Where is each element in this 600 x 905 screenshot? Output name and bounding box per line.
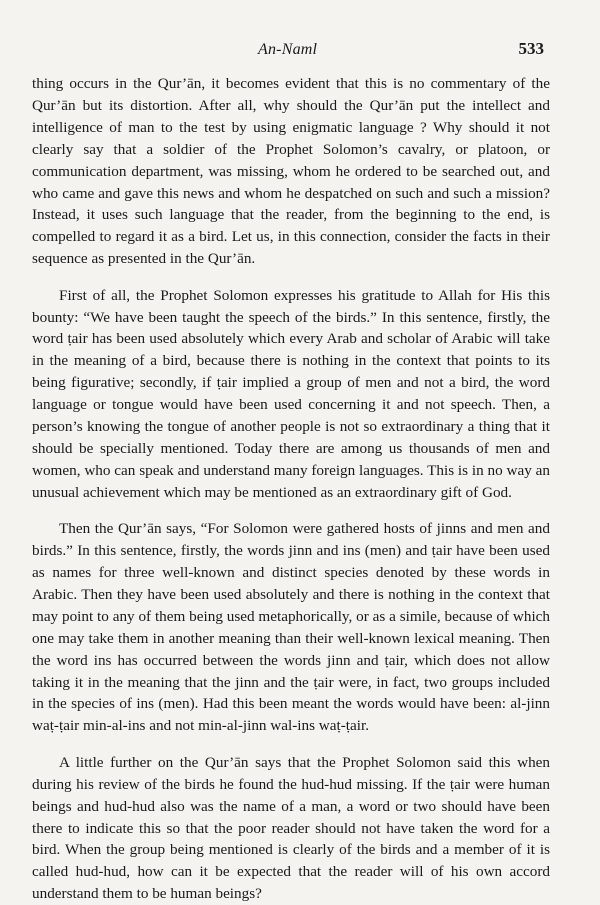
paragraph-3: Then the Qur’ān says, “For Solomon were gathered hosts of jinns and men and birds.” In this sentence, firstly, the words jinn and ins (men) and ṭair have been used as names for three well-known and distinct species denoted by these words in Arabic. Then they have been used absolutely and there is nothing in the context that may point to any of them being used metaphorically, or as a simile, because of which one may take them in another meaning than their well-known lexical meaning. Then the word ins has occurred between the words jinn and ṭair, which does not allow taking it in the meaning that the jinn and the ṭair were, in fact, two groups included in the species of ins (men). Had this been meant the words would have been: al-jinn waṭ-ṭair min-al-ins and not min-al-jinn wal-ins waṭ-ṭair. xyxy=(32,520,550,735)
paragraph-1: thing occurs in the Qur’ān, it becomes evident that this is no commentary of the Qur’ān but its distortion. After all, why should the Qur’ān put the intellect and intelligence of man to the test by using enigmatic language ? Why should it not clearly say that a soldier of the Prophet Solomon’s cavalry, or platoon, or communication department, was missing, whom he ordered to be searched out, and who came and gave this news and whom he despatched on such and such a mission? Instead, it uses such language that the reader, from the beginning to the end, is compelled to regard it as a bird. Let us, in this connection, consider the facts in their sequence as presented in the Qur’ān. xyxy=(32,75,550,268)
body-text xyxy=(32,73,550,905)
page-number: 533 xyxy=(518,39,544,58)
page-header xyxy=(0,37,600,61)
paragraph-2: First of all, the Prophet Solomon expresses his gratitude to Allah for His this bounty: “We have been taught the speech of the birds.” In this sentence, firstly, the word ṭair has been used absolutely which every Arab and scholar of Arabic will take in the meaning of a bird, because there is nothing in the context that points to its being figurative; secondly, if ṭair implied a group of men and not a bird, the word language or tongue would have been used concerning it and not speech. Then, a person’s knowing the tongue of another people is not so extraordinary a thing that it should be specially mentioned. Today there are among us thousands of men and women, who can speak and understand many foreign languages. This is in no way an unusual achievement which may be mentioned as an extraordinary gift of God. xyxy=(32,286,550,501)
running-title: An-Naml xyxy=(258,41,318,58)
paragraph-4: A little further on the Qur’ān says that the Prophet Solomon said this when during his review of the birds he found the hud-hud missing. If the ṭair were human beings and hud-hud also was the name of a man, a word or two should have been there to indicate this so that the poor reader should not have taken the word for a bird. When the group being mentioned is clearly of the birds and a member of it is called hud-hud, how can it be expected that the reader will of his own accord understand them to be human beings? xyxy=(32,753,550,903)
